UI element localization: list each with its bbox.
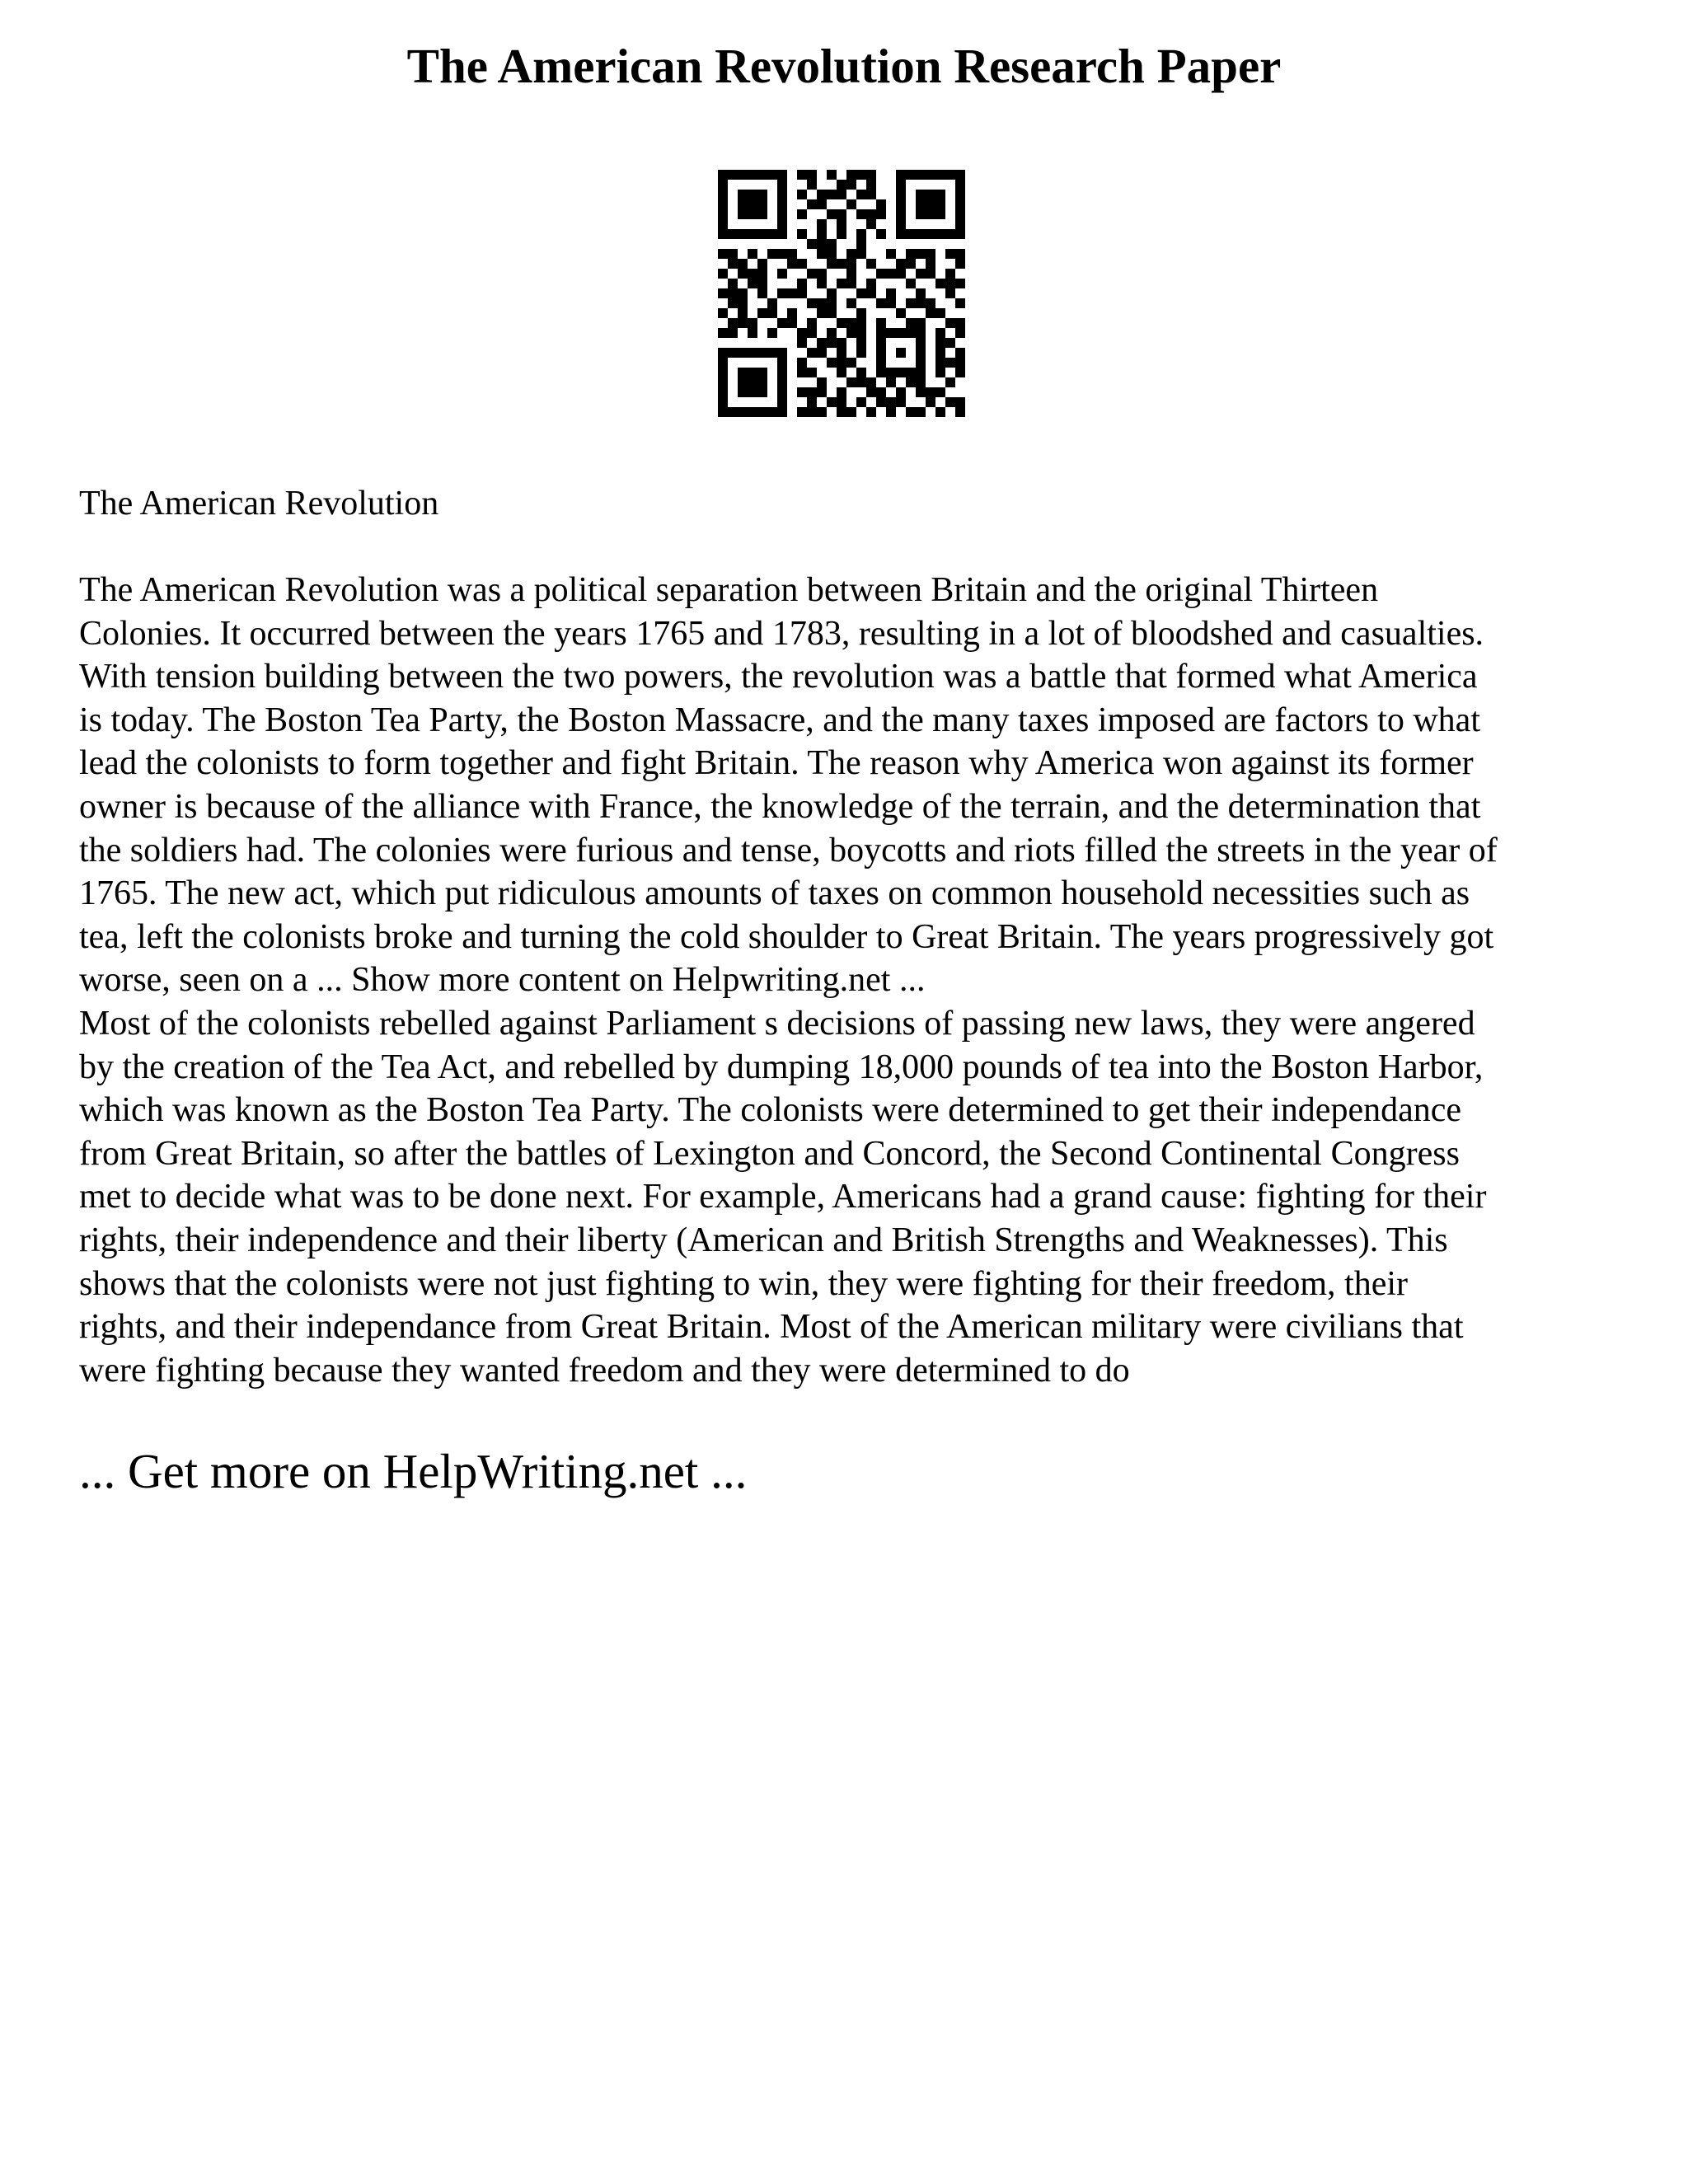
- paragraph-line: owner is because of the alliance with France, the knowledge of the terrain, and the determination that: [79, 787, 1481, 826]
- paragraph-line: rights, and their independance from Great Britain. Most of the American military were civilians that: [79, 1308, 1464, 1347]
- paragraph-line: which was known as the Boston Tea Party. The colonists were determined to get their independance: [79, 1091, 1462, 1130]
- paragraph-line: 1765. The new act, which put ridiculous amounts of taxes on common household necessities such as: [79, 874, 1470, 913]
- paragraph-line: rights, their independence and their liberty (American and British Strengths and Weaknesses). This: [79, 1221, 1448, 1259]
- paragraph-line: With tension building between the two powers, the revolution was a battle that formed what America: [79, 658, 1478, 696]
- paragraph-line: met to decide what was to be done next. For example, Americans had a grand cause: fighting for their: [79, 1178, 1487, 1216]
- paragraph-line: Most of the colonists rebelled against Parliament s decisions of passing new laws, they were angered: [79, 1004, 1475, 1043]
- paragraph-line: shows that the colonists were not just fighting to win, they were fighting for their freedom, their: [79, 1264, 1408, 1303]
- paragraph-line: lead the colonists to form together and fight Britain. The reason why America won against its former: [79, 744, 1474, 783]
- page-title: The American Revolution Research Paper: [406, 39, 1282, 93]
- paragraph-line: by the creation of the Tea Act, and rebelled by dumping 18,000 pounds of tea into the Boston Harbor,: [79, 1047, 1484, 1086]
- paragraph-line: tea, left the colonists broke and turning the cold shoulder to Great Britain. The years progressively got: [79, 917, 1494, 956]
- paragraph-line: were fighting because they wanted freedom and they were determined to do: [79, 1351, 1130, 1390]
- show-more-line[interactable]: worse, seen on a ... Show more content on Helpwriting.net ...: [79, 961, 926, 1000]
- paragraph-line: the soldiers had. The colonies were furious and tense, boycotts and riots filled the streets in the year of: [79, 831, 1498, 869]
- get-more-link[interactable]: ... Get more on HelpWriting.net ...: [79, 1444, 748, 1498]
- paragraph-line: from Great Britain, so after the battles of Lexington and Concord, the Second Continental Congress: [79, 1134, 1460, 1173]
- section-subtitle: The American Revolution: [79, 485, 439, 523]
- paragraph-line: Colonies. It occurred between the years 1765 and 1783, resulting in a lot of bloodshed and casualties.: [79, 614, 1484, 653]
- body-paragraph: [79, 569, 1629, 1392]
- paragraph-line: is today. The Boston Tea Party, the Boston Massacre, and the many taxes imposed are factors to what: [79, 701, 1480, 739]
- paragraph-line: The American Revolution was a political separation between Britain and the original Thirteen: [79, 571, 1379, 609]
- qr-code-icon: [718, 170, 965, 417]
